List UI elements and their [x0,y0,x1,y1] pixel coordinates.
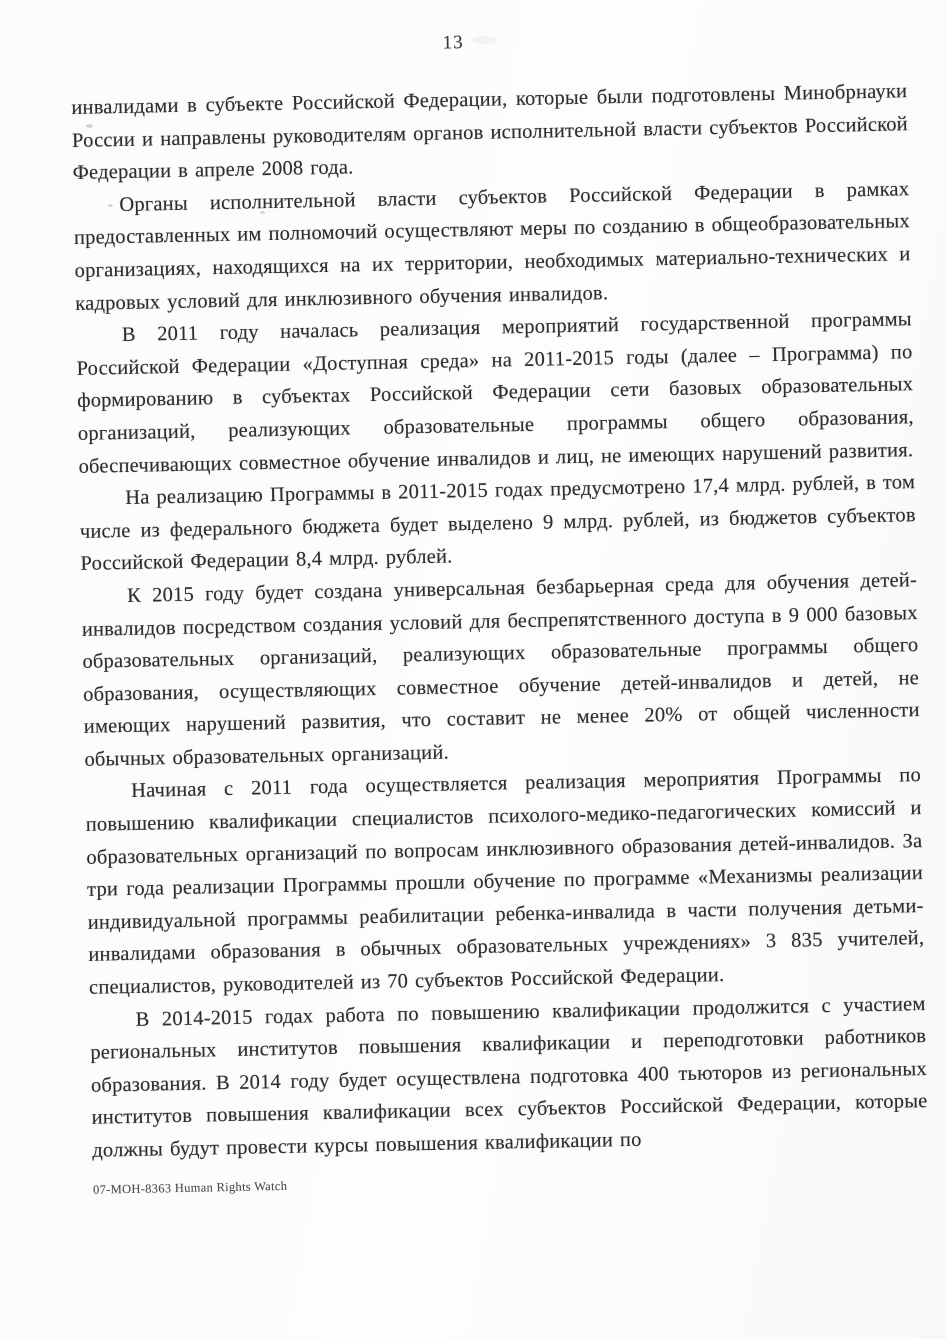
document-body [71,75,928,1167]
paragraph-executive-authorities: Органы исполнительной власти субъектов Российской Федерации в рамках предоставленных им полномочий осуществляют меры по созданию в общеобразовательных организациях, находящихся на их территории, необходимых материально-технических и кадровых условий для инклюзивного обучения инвалидов. [73,177,911,315]
paragraph-continuation: инвалидами в субъекте Российской Федерации, которые были подготовлены Минобрнауки России и направлены руководителям органов исполнительной власти субъектов Российской Федерации в апреле 2008 года. [71,80,909,185]
page-number: 13 [442,32,464,54]
paragraph-accessible-environment-program: В 2011 году началась реализация мероприятий государственной программы Российской Федерации «Доступная среда» на 2011-2015 годы (далее – Программа) по формированию в субъектах Российской Федерации сети базовых образовательных организаций, реализующих образовательные программы общего образования, обеспечивающих совместное обучение инвалидов и лиц, не имеющих нарушений развития. [76,308,914,478]
paragraph-barrier-free-environment: К 2015 году будет создана универсальная безбарьерная среда для обучения детей-инвалидов посредством создания условий для беспрепятственного доступа в 9 000 базовых образовательных организаций, реализующих образовательные программы общего образования, осуществляющих совместное обучение детей-инвалидов и детей, не имеющих нарушений развития, что составит не менее 20% от общей численности обычных образовательных организаций. [81,569,920,771]
document-footer-stamp: 07-MOH-8363 Human Rights Watch [92,1178,288,1197]
paragraph-qualification-training: Начиная с 2011 года осуществляется реализация мероприятия Программы по повышению квалификации специалистов психолого-медико-педагогических комиссий и образовательных организаций по вопросам инклюзивного образования детей-инвалидов. За три года реализации Программы прошли обучение по программе «Механизмы реализации индивидуальной программы реабилитации ребенка-инвалида в части получения детьми-инвалидами образования в обычных образовательных учреждениях» 3 835 учителей, специалистов, руководителей из 70 субъектов Российской Федерации. [85,764,925,999]
document-content [70,23,929,1197]
paragraph-2014-2015-plans: В 2014-2015 годах работа по повышению квалификации продолжится с участием региональных институтов повышения квалификации и переподготовки работников образования. В 2014 году будет осуществлена подготовка 400 тьюторов из региональных институтов повышения квалификации всех субъектов Российской Федерации, которые должны будут провести курсы повышения квалификации по [90,992,928,1162]
paragraph-program-funding: На реализацию Программы в 2011-2015 годах предусмотрено 17,4 млрд. рублей, в том числе из федерального бюджета будет выделено 9 млрд. рублей, из бюджетов субъектов Российской Федерации 8,4 млрд. рублей. [79,471,916,576]
